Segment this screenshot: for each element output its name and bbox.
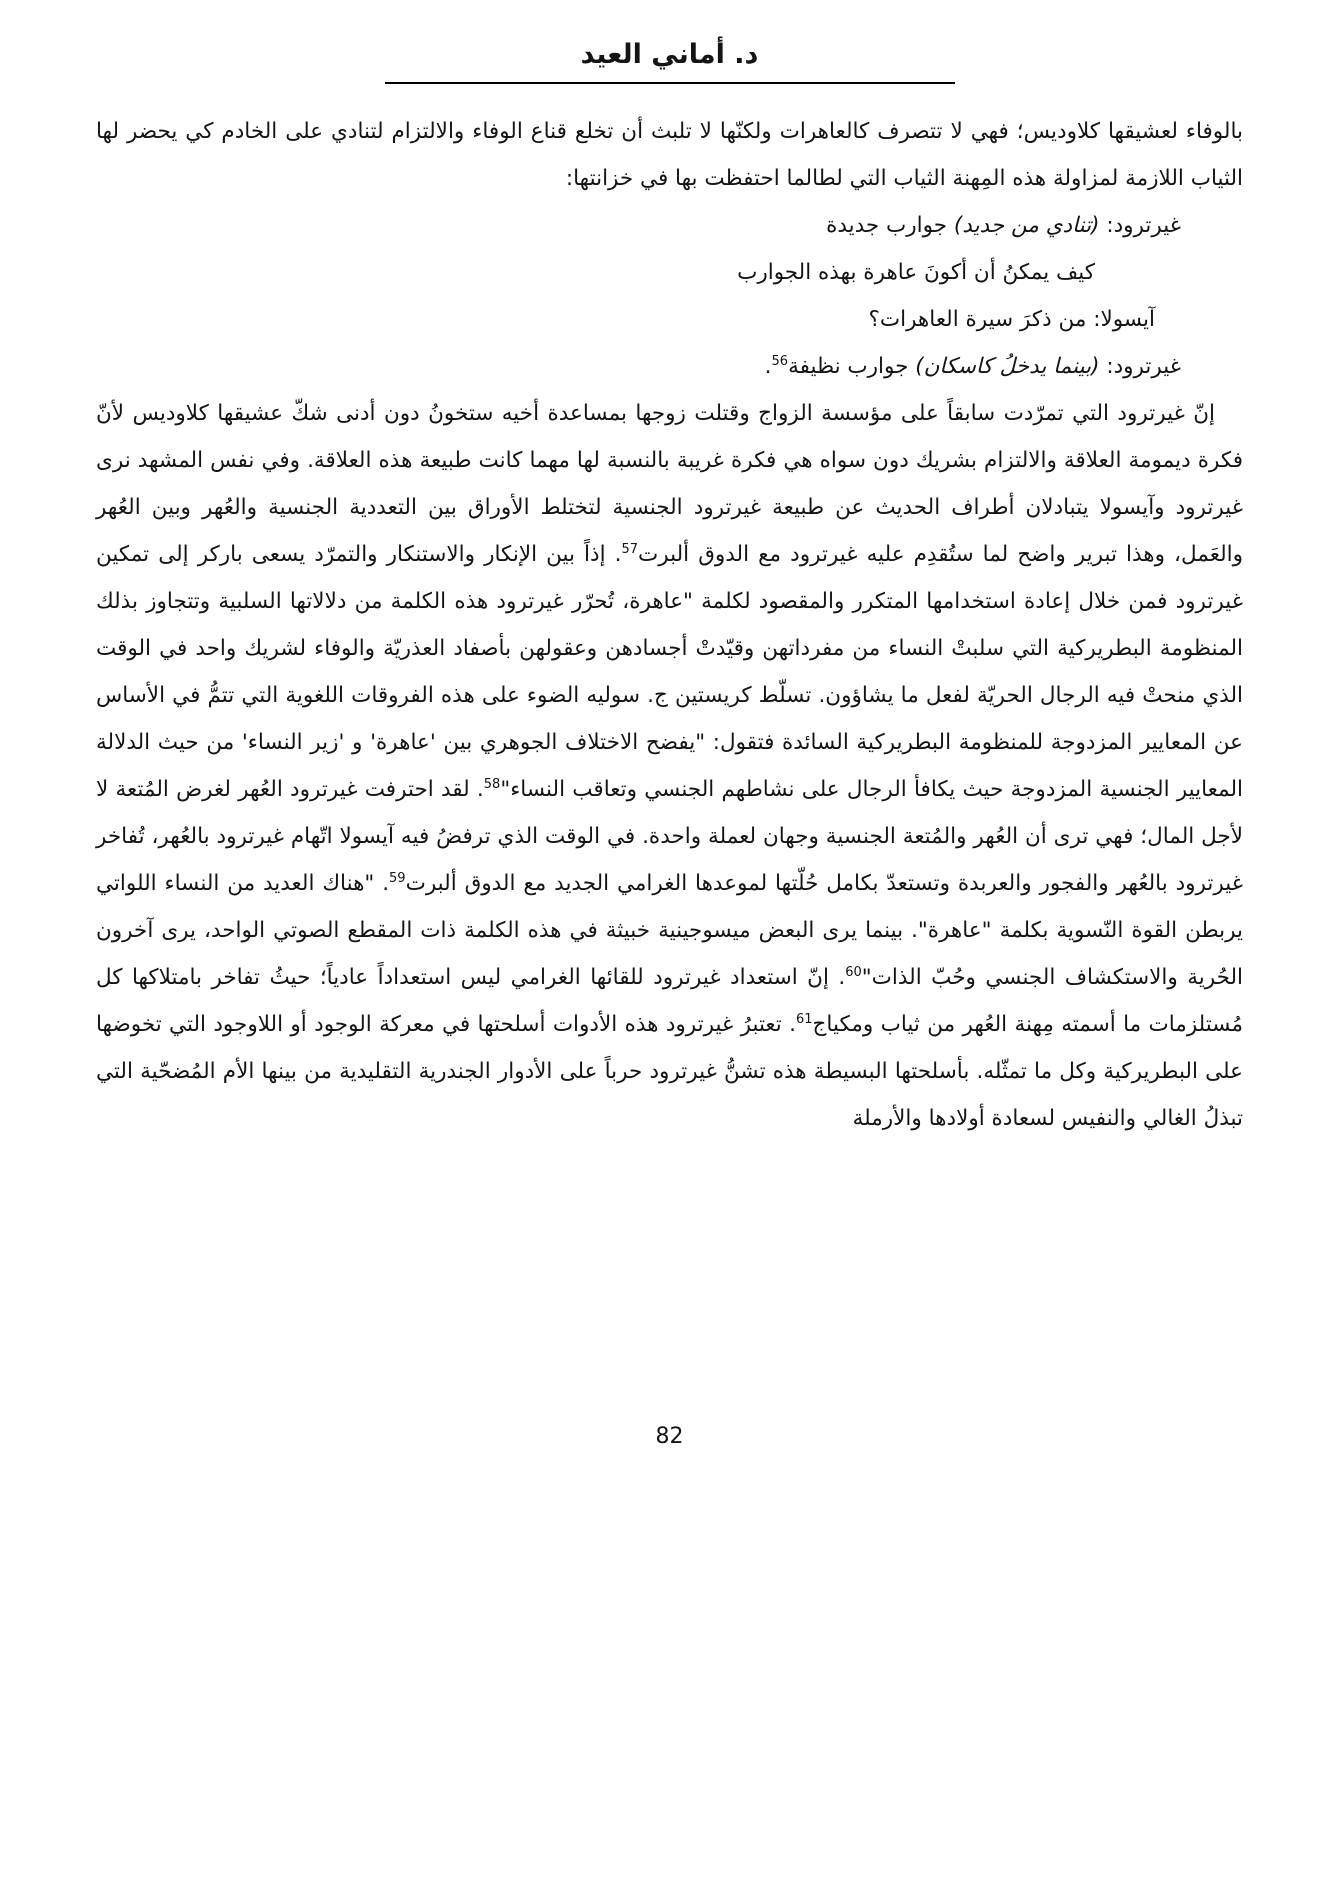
intro-paragraph [96, 108, 1243, 202]
footnote-ref-59: 59 [389, 870, 406, 886]
dialogue-line-4 [96, 343, 1181, 390]
paragraph-text: إنّ غيرترود التي تمرّدت سابقاً على مؤسسة الزواج وقتلت زوجها بمساعدة أخيه ستخونُ دون أدنى شكّ عشيقها كلاوديس لأنّ فكرة ديمومة العلاقة والالتزام بشريك دون سواه هي فكرة غريبة بالنسبة لها مهما كانت طبيعة هذه العلاقة. وفي نفس المشهد نرى غيرترود وآيسولا يتبادلان أطراف الحديث عن طبيعة غيرترود الجنسية لتختلط الأوراق بين التعددية الجنسية والعُهر وبين العُهر والعَمل، وهذا تبرير واضح لما ستُقدِم عليه غيرترود مع الدوق ألبرت [96, 400, 1243, 567]
document-body [96, 108, 1243, 1142]
dialogue-speaker: آيسولا: [1093, 306, 1155, 332]
footnote-ref-60: 60 [845, 964, 862, 980]
dialogue-text: جوارب نظيفة [788, 353, 909, 379]
dialogue-text: من ذكرَ سيرة العاهرات؟ [868, 306, 1087, 332]
dialogue-text-tail: . [764, 353, 772, 379]
footnote-ref-58: 58 [483, 776, 501, 792]
paragraph-text: . لقد احترفت غيرترود العُهر لغرض المُتعة لا لأجل المال؛ فهي ترى أن العُهر والمُتعة الجنسية وجهان لعملة واحدة. في الوقت الذي ترفضُ فيه آيسولا اتّهام غيرترود بالعُهر، تُفاخر غيرترود بالعُهر والفجور والعربدة وتستعدّ بكامل حُلّتها لموعدها الغرامي الجديد مع الدوق ألبرت [96, 776, 1243, 896]
page-header-author: د. أماني العيد [580, 39, 759, 70]
paragraph-text: . تعتبرُ غيرترود هذه الأدوات أسلحتها في معركة الوجود أو اللاوجود التي تخوضها على البطريركية وكل ما تمثّله. بأسلحتها البسيطة هذه تشنُّ غيرترود حرباً على الأدوار الجندرية التقليدية من بينها الأم المُضحّية التي تبذلُ الغالي والنفيس لسعادة أولادها والأرملة [96, 1011, 1243, 1131]
header-rule [385, 82, 955, 84]
footnote-ref-57: 57 [621, 541, 639, 557]
paragraph-text: . إذاً بين الإنكار والاستنكار والتمرّد يسعى باركر إلى تمكين غيرترود فمن خلال إعادة استخدامها المتكرر والمقصود لكلمة "عاهرة، تُحرّر غيرترود هذه الكلمة من دلالاتها السلبية وتتجاوز بذلك المنظومة البطريركية التي سلبتْ النساء من مفرداتهن وقيّدتْ أجسادهن وعقولهن بأصفاد العذريّة والوفاء لشريك واحد في الوقت الذي منحتْ فيه الرجال الحريّة لفعل ما يشاؤون. تسلّط كريستين ج. سوليه الضوء على هذه الفروقات اللغوية التي تتمُّ في الأساس عن المعايير المزدوجة للمنظومة البطريركية السائدة فتقول: "يفضح الاختلاف الجوهري بين 'عاهرة' و 'زير النساء' من حيث الدلالة المعايير الجنسية المزدوجة حيث يكافأ الرجال على نشاطهم الجنسي وتعاقب النساء" [96, 541, 1244, 802]
intro-paragraph-text: بالوفاء لعشيقها كلاوديس؛ فهي لا تتصرف كالعاهرات ولكنّها لا تلبث أن تخلع قناع الوفاء والالتزام لتنادي على الخادم كي يحضر لها الثياب اللازمة لمزاولة هذه المِهنة الثياب التي لطالما احتفظت بها في خزانتها: [96, 118, 1243, 191]
paragraph-text: . إنّ استعداد غيرترود للقائها الغرامي ليس استعداداً عادياً؛ حيثُ تفاخر بامتلاكها كل مُستلزمات ما أسمته مِهنة العُهر من ثياب ومكياج [96, 964, 1243, 1037]
paragraph-text: . "هناك العديد من النساء اللواتي يربطن القوة النّسوية بكلمة "عاهرة". بينما يرى البعض ميسوجينية خبيثة في هذه الكلمة ذات المقطع الصوتي الواحد، يرى آخرون الحُرية والاستكشاف الجنسي وحُبّ الذات" [96, 870, 1244, 990]
footnote-ref-61: 61 [795, 1011, 813, 1027]
dialogue-speaker: غيرترود: [1106, 212, 1181, 238]
dialogue-text: كيف يمكنُ أن أكونَ عاهرة بهذه الجوارب [737, 259, 1095, 285]
main-paragraph [96, 390, 1243, 1142]
footnote-ref-56: 56 [771, 353, 789, 369]
stage-direction: (تنادي من جديد) [953, 212, 1100, 238]
dialogue-speaker: غيرترود: [1106, 353, 1181, 379]
dialogue-line-3 [96, 296, 1155, 343]
stage-direction: (بينما يدخلُ كاسكان) [915, 353, 1100, 379]
dialogue-text: جوارب جديدة [826, 212, 948, 238]
dialogue-block [96, 202, 1243, 390]
page-header [96, 36, 1243, 84]
dialogue-line-1 [96, 202, 1181, 249]
dialogue-line-2 [96, 249, 1095, 296]
page-number: 82 [655, 1424, 684, 1449]
